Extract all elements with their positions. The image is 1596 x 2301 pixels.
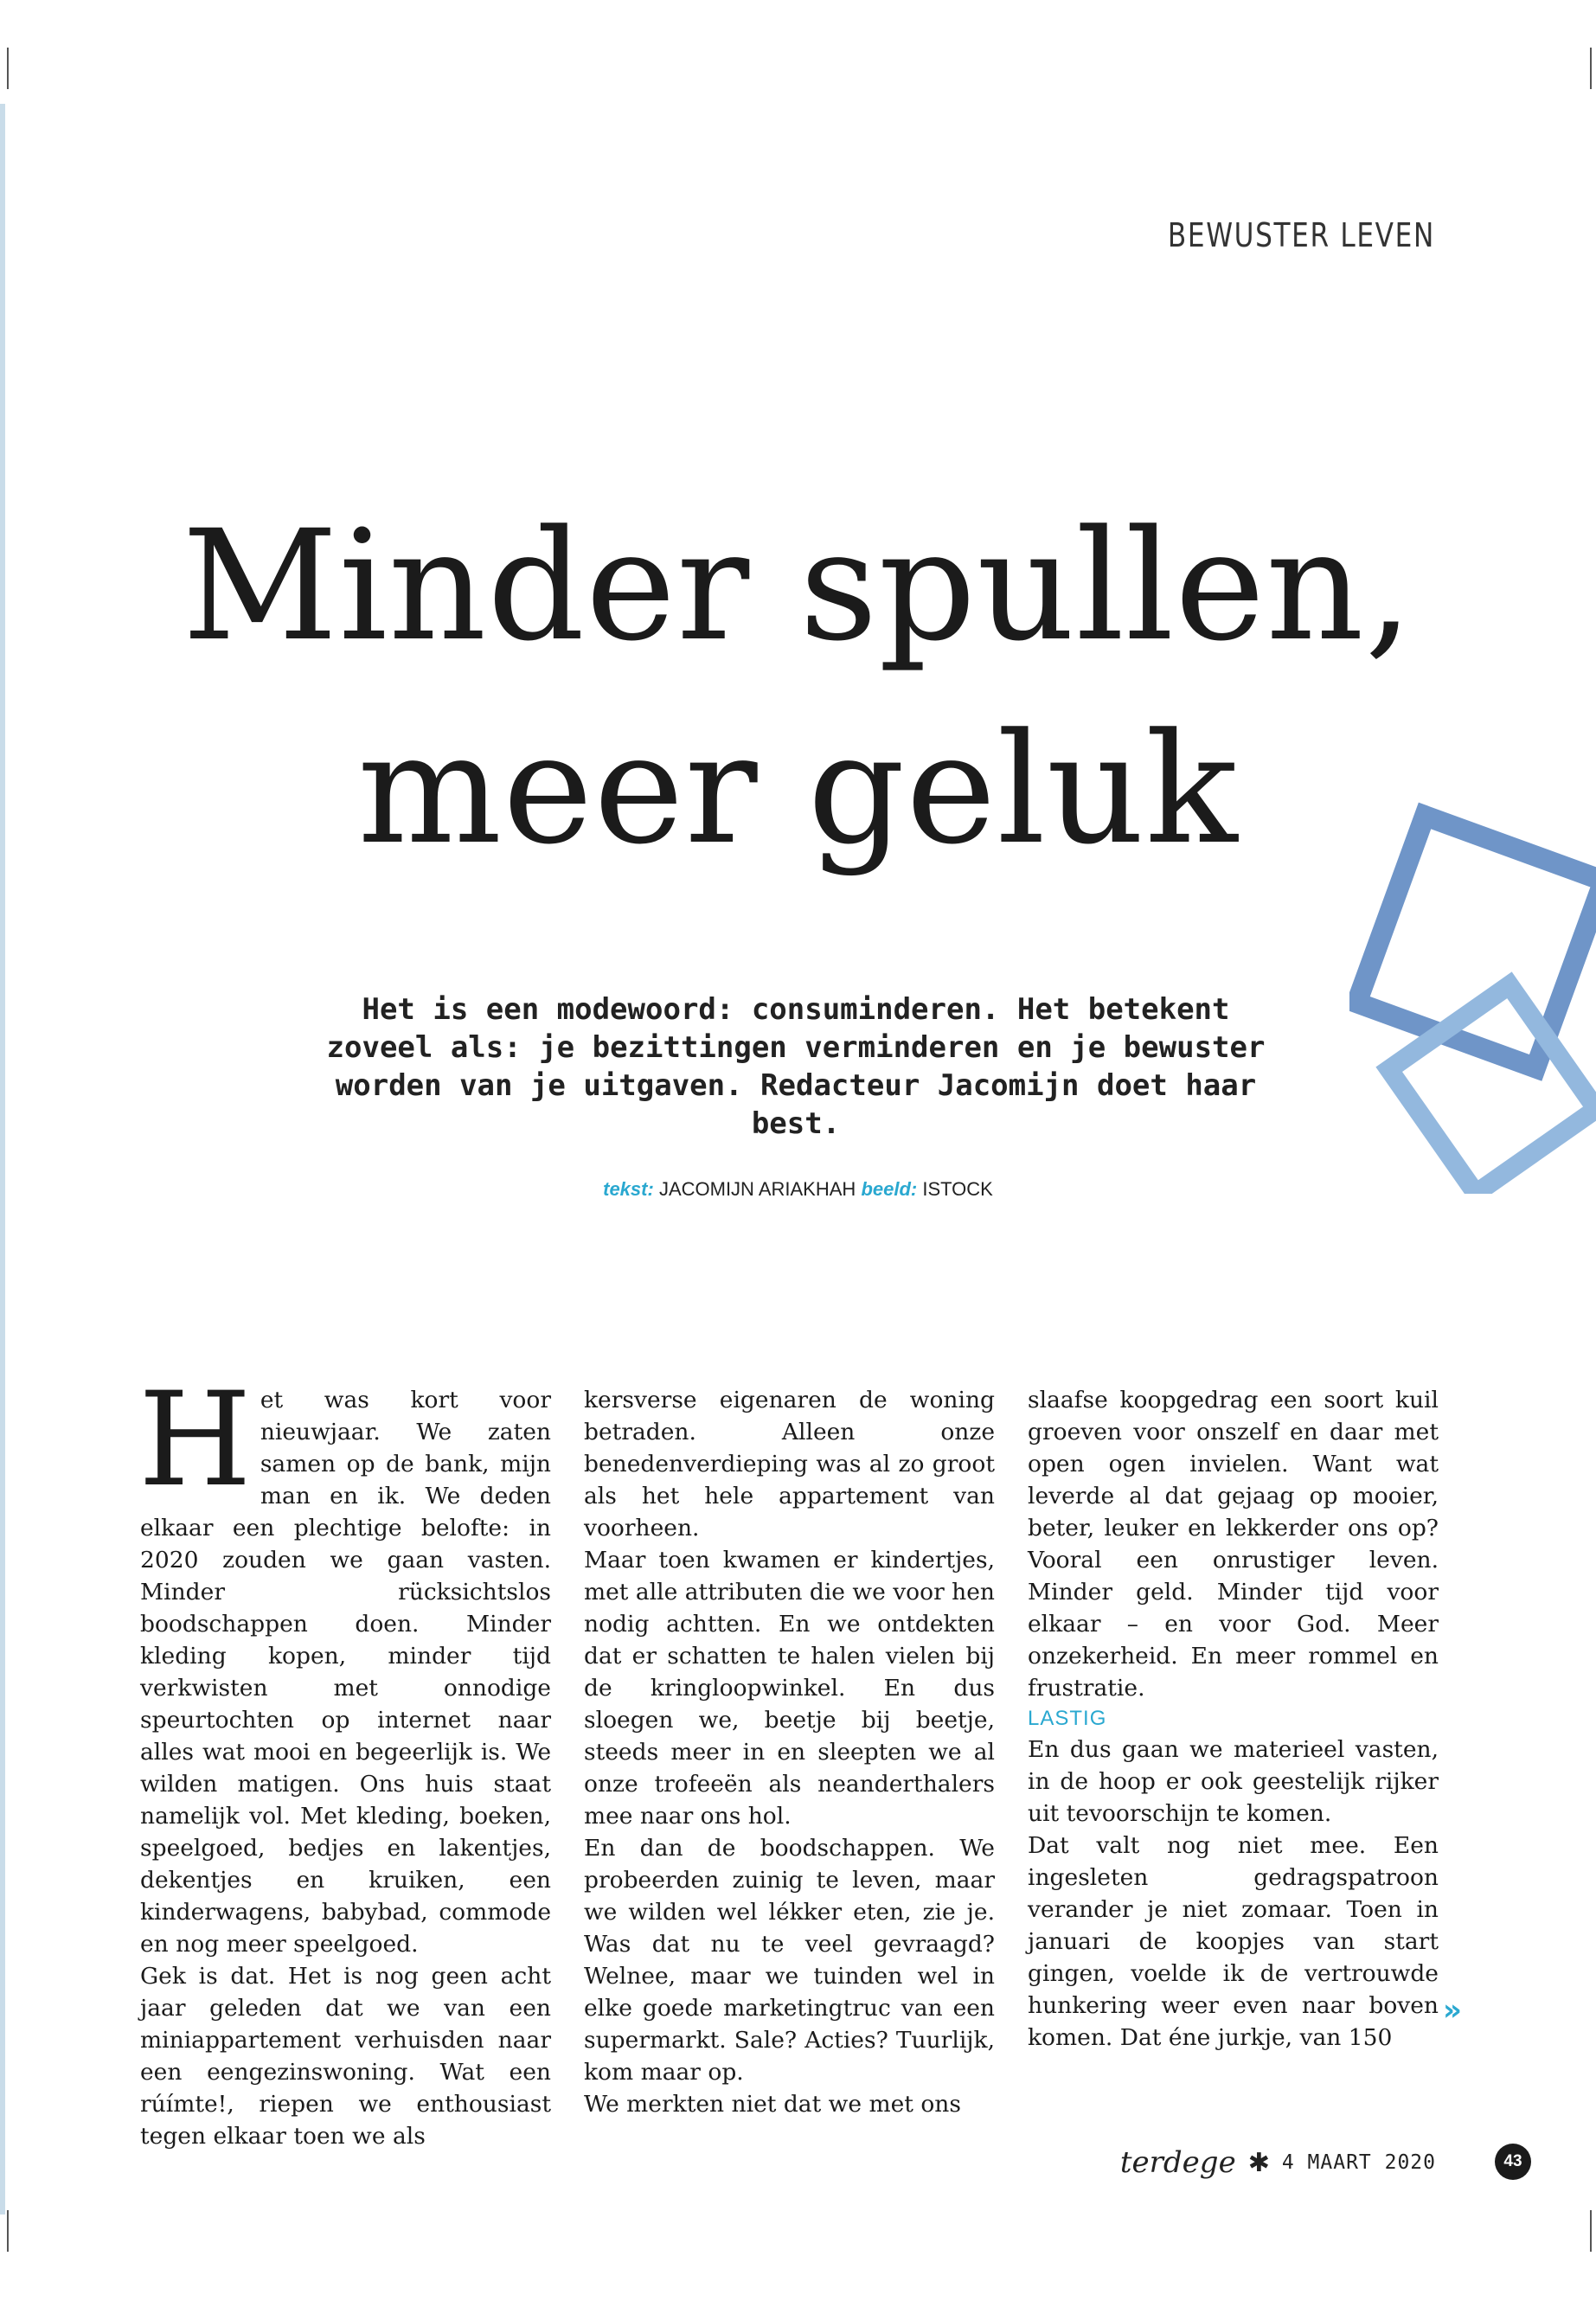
credits	[0, 1178, 1596, 1201]
credit-text-label: tekst:	[603, 1178, 654, 1200]
paragraph: Maar toen kwamen er kindertjes, met alle attributen die we voor hen nodig achtten. En we ontdekten dat er schatten te halen vielen bij de kringloopwinkel. En dus sloegen we, beetje bij beetje, steeds meer in en sleepten we al onze trofeeën als neanderthalers mee naar ons hol.	[584, 1547, 995, 1830]
crop-mark	[1590, 2210, 1592, 2252]
paragraph: kersverse eigenaren de woning betraden. Alleen onze benedenverdieping was al zo groot als het hele appartement van voorheen.	[584, 1387, 995, 1541]
article-column-3	[1028, 1384, 1439, 2054]
section-label: BEWUSTER LEVEN	[1167, 216, 1435, 254]
paragraph: slaafse koopgedrag een soort kuil groeven voor onszelf en daar met open ogen invielen. Want wat leverde al dat gejaag op mooier, beter, leuker en lekkerder ons op? Vooral een onrustiger leven. Minder geld. Minder tijd voor elkaar – en voor God. Meer onzekerheid. En meer rommel en frustratie.	[1028, 1387, 1439, 1702]
article-column-1	[138, 1365, 551, 2152]
page-number: 43	[1495, 2144, 1531, 2180]
paragraph: We merkten niet dat we met ons	[584, 2091, 961, 2118]
headline-line-2: meer geluk	[357, 701, 1239, 878]
intro-text: Het is een modewoord: consuminderen. Het betekent zoveel als: je bezittingen verminderen en je bewuster worden van je uitgaven. Redacteur Jacomijn doet haar best.	[326, 992, 1266, 1141]
frame-dark	[1356, 816, 1596, 1067]
paragraph: En dus gaan we materieel vasten, in de hoop er ook geestelijk rijker uit tevoorschijn te komen.	[1028, 1736, 1439, 1827]
continue-arrow-icon: »	[1443, 1993, 1462, 2028]
page-edge	[0, 104, 5, 2214]
crop-mark	[1590, 48, 1592, 89]
crop-mark	[7, 2210, 9, 2252]
paragraph: Gek is dat. Het is nog geen acht jaar geleden dat we van een miniappartement verhuisden naar een eengezinswoning. Wat een rúímte!, riepen we enthousiast tegen elkaar toen we als	[140, 1963, 551, 2150]
article-column-2	[584, 1384, 995, 2120]
credit-image: ISTOCK	[922, 1178, 993, 1200]
paragraph: En dan de boodschappen. We probeerden zuinig te leven, maar we wilden wel lékker eten, zie je. Was dat nu te veel gevraagd? Welnee, maar we tuinden wel in elke goede marketingtruc van een supermarkt. Sale? Acties? Tuurlijk, kom maar op.	[584, 1835, 995, 2086]
brand-logo: terdege	[1119, 2145, 1236, 2180]
paragraph: et was kort voor nieuwjaar. We zaten samen op de bank, mijn man en ik. We deden elkaar een plechtige belofte: in 2020 zouden we gaan vasten. Minder rücksichtslos boodschappen doen. Minder kleding kopen, minder tijd verkwisten met onnodige speurtochten op internet naar alles wat mooi en begeerlijk is. We wilden matigen. Ons huis staat namelijk vol. Met kleding, boeken, speelgoed, bedjes en lakentjes, dekentjes en kruiken, een kinderwagens, babybad, commode en nog meer speelgoed.	[140, 1387, 551, 1958]
photo-frames-illustration	[1349, 779, 1596, 1194]
crop-mark	[7, 48, 9, 89]
footer	[1120, 2145, 1436, 2180]
drop-cap: H	[138, 1365, 252, 1516]
headline-line-1: Minder spullen,	[182, 497, 1414, 675]
credit-author: JACOMIJN ARIAKHAH	[658, 1178, 856, 1200]
paragraph: Dat valt nog niet mee. Een ingesleten gedragspatroon verander je niet zomaar. Toen in januari de koopjes van start gingen, voelde ik de vertrouwde hunkering weer even naar boven komen. Dat éne jurkje, van 150	[1028, 1832, 1439, 2051]
asterisk-icon: ✱	[1247, 2147, 1270, 2178]
credit-image-label: beeld:	[861, 1178, 918, 1200]
issue-date: 4 MAART 2020	[1281, 2151, 1436, 2174]
subheading: LASTIG	[1028, 1707, 1107, 1730]
